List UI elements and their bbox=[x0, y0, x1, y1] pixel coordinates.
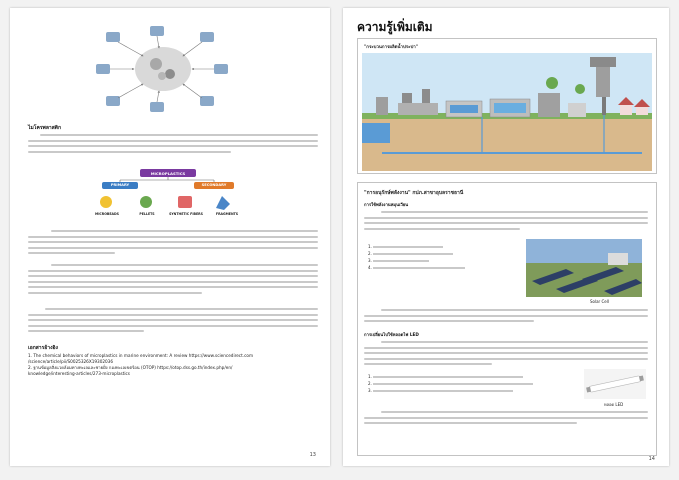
references-list bbox=[28, 353, 318, 377]
renewable-item-2: 2. bbox=[368, 250, 465, 257]
diagram-item-pellets: PELLETS bbox=[139, 212, 155, 216]
reference-1: 1. The chemical behaviors of microplastics in marine environment: A review https://www.sciencedirect.com bbox=[28, 353, 254, 358]
diagram-item-microbeads: MICROBEADS bbox=[95, 212, 119, 216]
right-page-title: ความรู้เพิ่มเติม bbox=[357, 20, 433, 34]
water-treatment-illustration bbox=[362, 53, 652, 171]
water-process-figure bbox=[357, 38, 657, 174]
references-heading: เอกสารอ้างอิง bbox=[28, 345, 58, 351]
water-process-caption: "กระบวนการผลิตน้ำประปา" bbox=[364, 45, 419, 50]
intro-paragraph bbox=[28, 134, 318, 156]
diagram-label-primary: PRIMARY bbox=[110, 183, 130, 187]
led-item-3: 3. bbox=[368, 387, 533, 394]
right-page-number: 14 bbox=[648, 456, 655, 462]
led-heading: การเปลี่ยนไปใช้หลอดไฟ LED bbox=[364, 332, 419, 337]
diagram-label-top: MICROPLASTICS bbox=[150, 170, 186, 176]
diagram-item-fragments: FRAGMENTS bbox=[215, 212, 239, 216]
reference-2-cont: knowledge/interesting-articles/273-microplastics bbox=[28, 371, 130, 376]
energy-box-caption: "การอนุรักษ์พลังงาน" กปภ.สาขาอุบลราชธานี bbox=[364, 190, 464, 196]
diagram-label-secondary: SECONDARY bbox=[201, 183, 227, 187]
energy-conservation-box bbox=[357, 182, 657, 456]
led-paragraph bbox=[364, 341, 648, 369]
renewable-item-3: 3. bbox=[368, 257, 465, 264]
renewable-item-4: 4. bbox=[368, 264, 465, 271]
diagram-item-fibers: SYNTHETIC FIBERS bbox=[169, 212, 203, 216]
led-closing-paragraph bbox=[364, 411, 648, 428]
primary-paragraph bbox=[28, 230, 318, 258]
microplastics-diagram bbox=[88, 168, 248, 224]
right-page bbox=[343, 8, 669, 466]
renewable-heading: การใช้พลังงานหมุนเวียน bbox=[364, 202, 409, 207]
section-heading: ไมโครพลาสติก bbox=[28, 125, 62, 131]
led-list bbox=[368, 373, 533, 394]
reference-1-cont: /science/article/pii/S0025326X19302036 bbox=[28, 359, 114, 364]
led-item-1: 1. bbox=[368, 373, 533, 380]
pollution-illustration bbox=[88, 24, 238, 114]
solar-cell-photo bbox=[526, 239, 642, 297]
secondary-paragraph bbox=[28, 264, 318, 298]
reference-2: 2. ฐานข้อมูลสิ่งแวดล้อมทางทะเลและชายฝั่ง กองทะเลเขตร้อน (OTOP) https://otop.dss.go.th/index.php/en/ bbox=[28, 365, 233, 370]
led-caption: หลอด LED bbox=[604, 402, 624, 407]
effects-paragraph bbox=[28, 308, 318, 336]
left-page bbox=[10, 8, 330, 466]
renewable-item-1: 1. bbox=[368, 243, 465, 250]
led-item-2: 2. bbox=[368, 380, 533, 387]
solar-paragraph bbox=[364, 309, 648, 326]
left-page-number: 13 bbox=[309, 452, 316, 458]
renewable-list bbox=[368, 243, 465, 271]
renewable-paragraph bbox=[364, 211, 648, 233]
solar-cell-caption: Solar Cell bbox=[590, 299, 609, 304]
led-tube-photo bbox=[584, 369, 646, 399]
